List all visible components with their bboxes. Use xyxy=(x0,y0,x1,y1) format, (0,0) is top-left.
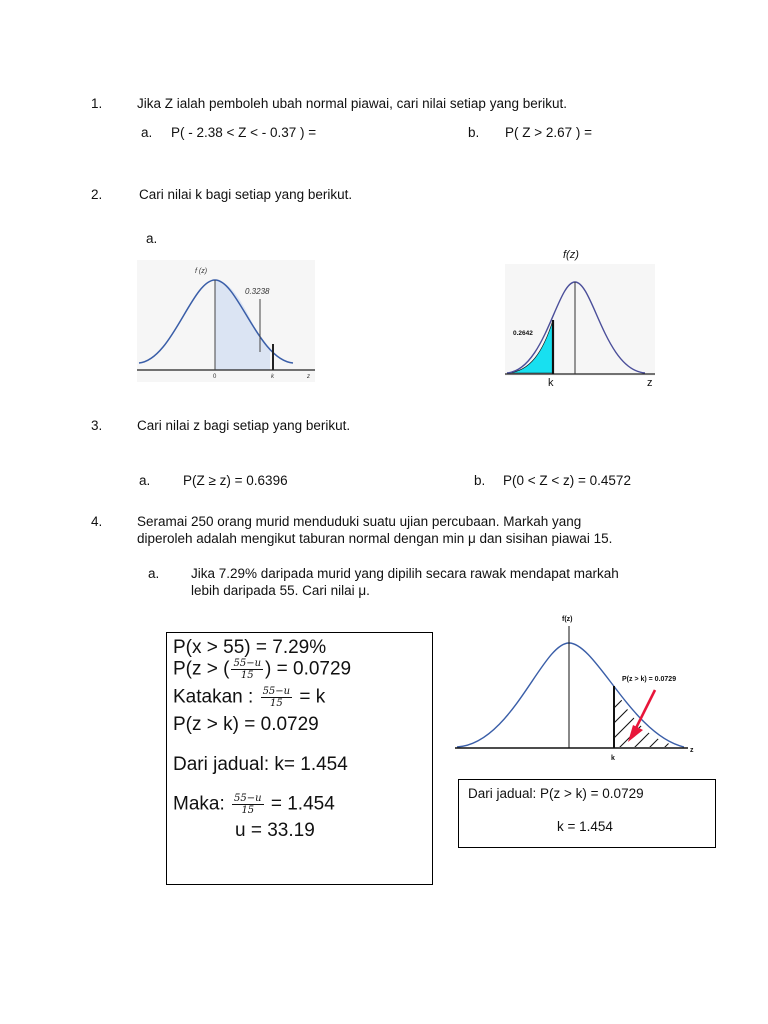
q3-b-text: P(0 < Z < z) = 0.4572 xyxy=(503,473,631,488)
normal-curve-graph-1 xyxy=(137,260,315,382)
graph2-area-label: 0.2642 xyxy=(513,330,533,337)
q1-b-label: b. xyxy=(468,125,480,140)
q1-a-text: P( - 2.38 < Z < - 0.37 ) = xyxy=(171,125,317,140)
solution-line-2 xyxy=(173,658,351,681)
q4-line-2: diperoleh adalah mengikut taburan normal dengan min μ dan sisihan piawai 15. xyxy=(137,531,613,546)
graph3-z-label: z xyxy=(690,747,694,754)
q4-a-label: a. xyxy=(148,566,160,581)
q3-a-text: P(Z ≥ z) = 0.6396 xyxy=(183,473,288,488)
answer-line-1: Dari jadual: P(z > k) = 0.0729 xyxy=(468,786,644,801)
q3-b-label: b. xyxy=(474,473,486,488)
q4-line-1: Seramai 250 orang murid menduduki suatu ujian percubaan. Markah yang xyxy=(137,514,582,529)
graph3-area-label: P(z > k) = 0.0729 xyxy=(622,676,677,683)
q1-text: Jika Z ialah pemboleh ubah normal piawai, cari nilai setiap yang berikut. xyxy=(137,96,567,111)
solution-line-5: Dari jadual: k= 1.454 xyxy=(173,754,348,775)
graph2-fz-label: f(z) xyxy=(563,249,579,261)
q3-number: 3. xyxy=(91,418,103,433)
graph3-k-label: k xyxy=(611,755,615,762)
solution-line-3: Katakan : $\frac{55-u}{15}$ = k xyxy=(173,686,326,709)
q2-text: Cari nilai k bagi setiap yang berikut. xyxy=(139,187,353,202)
fraction: $\frac{55-u}{15}$ xyxy=(234,793,262,816)
q2-number: 2. xyxy=(91,187,103,202)
q4-a-line-1: Jika 7.29% daripada murid yang dipilih secara rawak mendapat markah xyxy=(191,566,619,581)
graph3-curve xyxy=(457,643,684,747)
q1-b-text: P( Z > 2.67 ) = xyxy=(505,125,593,140)
graph1-z-label: z xyxy=(307,374,310,380)
graph1-fz-label: f (z) xyxy=(195,268,208,275)
solution-line-1: P(x > 55) = 7.29% xyxy=(173,637,327,658)
solution-line-6: Maka: $\frac{55-u}{15}$ = 1.454 xyxy=(173,793,335,816)
graph2-z-label: z xyxy=(647,377,653,389)
q4-number: 4. xyxy=(91,514,103,529)
q4-a-line-2: lebih daripada 55. Cari nilai μ. xyxy=(191,583,370,598)
q1-a-label: a. xyxy=(141,125,153,140)
graph1-k-label: k xyxy=(271,374,274,380)
normal-curve-graph-3 xyxy=(452,610,708,768)
graph3-hatched-area xyxy=(612,695,692,750)
q3-text: Cari nilai z bagi setiap yang berikut. xyxy=(137,418,351,433)
graph2-k-label: k xyxy=(548,377,554,389)
solution-line-2-pre: P(z > ( xyxy=(173,658,230,680)
graph1-area-label: 0.3238 xyxy=(245,287,270,296)
answer-line-2: k = 1.454 xyxy=(557,819,613,834)
solution-line-4: P(z > k) = 0.0729 xyxy=(173,714,319,735)
solution-line-7: u = 33.19 xyxy=(235,820,315,841)
graph3-fz-label: f(z) xyxy=(562,616,573,623)
q2-a-label: a. xyxy=(146,231,158,246)
q3-a-label: a. xyxy=(139,473,151,488)
normal-curve-graph-2 xyxy=(495,242,670,392)
q1-number: 1. xyxy=(91,96,103,111)
fraction: $\frac{55-u}{15}$ xyxy=(233,658,262,681)
solution-line-2-post: ) = 0.0729 xyxy=(265,658,352,680)
graph1-zero-label: 0 xyxy=(213,374,217,380)
fraction: $\frac{55-u}{15}$ xyxy=(262,686,291,709)
graph3-arrow xyxy=(635,690,655,730)
